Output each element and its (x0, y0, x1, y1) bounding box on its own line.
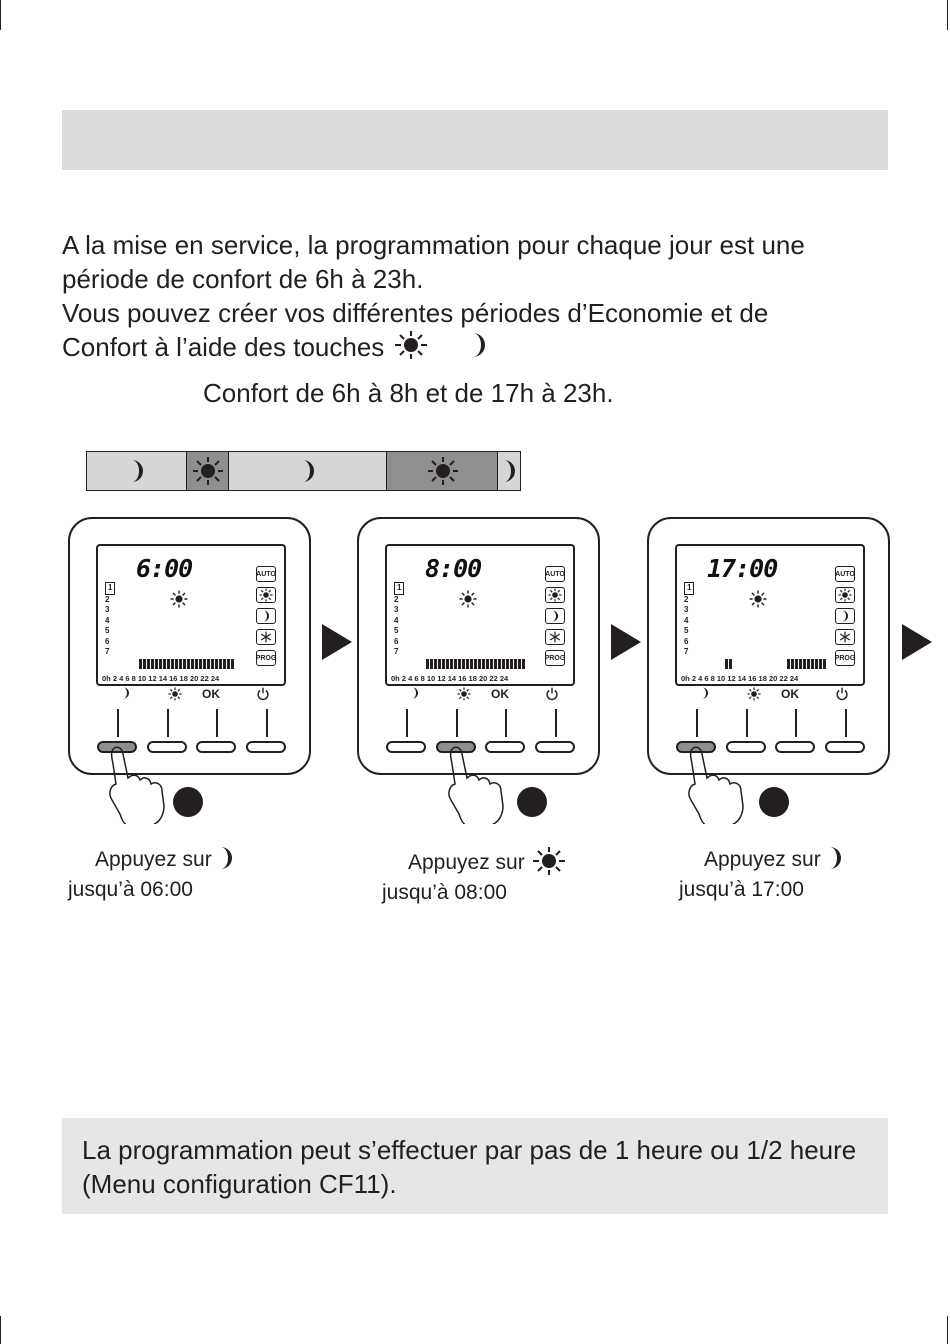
program-bar (458, 659, 461, 669)
sun-icon (426, 456, 460, 486)
schedule-timeline (86, 451, 522, 493)
program-bar (195, 659, 198, 669)
day-number: 2 (684, 594, 689, 604)
day-list (105, 582, 115, 658)
program-bar (729, 659, 732, 669)
program-bar (498, 659, 501, 669)
power-icon (835, 687, 849, 704)
day-list (394, 582, 404, 658)
step-caption (68, 845, 234, 905)
mode-icons (545, 566, 567, 671)
auto-mode-label: AUTO (545, 566, 565, 582)
program-bar (474, 659, 477, 669)
button-guide-line (795, 709, 797, 737)
day-number: 6 (105, 636, 110, 646)
intro-line: A la mise en service, la programmation pour chaque jour est une (62, 230, 805, 260)
timeline-segment-eco (228, 451, 388, 491)
section-header-bar (62, 110, 888, 170)
program-bar (203, 659, 206, 669)
power-button[interactable] (825, 741, 865, 753)
program-bar (211, 659, 214, 669)
ok-key-label: OK (202, 687, 220, 701)
program-bar (159, 659, 162, 669)
program-bar (139, 659, 142, 669)
sun-icon (459, 590, 477, 613)
step-caption (679, 845, 843, 905)
step-marker (759, 787, 789, 817)
program-bar (191, 659, 194, 669)
timeline-segment-eco (86, 451, 188, 491)
program-bar (175, 659, 178, 669)
program-bar (725, 659, 728, 669)
moon-icon (122, 687, 130, 702)
caption-line: Appuyez sur (704, 848, 821, 871)
power-button[interactable] (246, 741, 286, 753)
program-bar (446, 659, 449, 669)
program-bar (199, 659, 202, 669)
program-bar (811, 659, 814, 669)
power-button[interactable] (535, 741, 575, 753)
next-arrow-icon (611, 624, 641, 660)
intro-line: Vous pouvez créer vos différentes périodes d’Economie et de (62, 298, 769, 328)
program-bar (442, 659, 445, 669)
program-bar (434, 659, 437, 669)
button-guide-line (505, 709, 507, 737)
moon-icon (129, 459, 145, 483)
prog-mode-label: PROG (835, 650, 855, 666)
day-number: 2 (105, 594, 110, 604)
moon-icon (835, 608, 855, 624)
step-marker (517, 787, 547, 817)
program-bar (510, 659, 513, 669)
program-bar (223, 659, 226, 669)
day-number: 5 (394, 626, 399, 635)
program-bar (207, 659, 210, 669)
program-bar (807, 659, 810, 669)
program-bar (450, 659, 453, 669)
program-bar (518, 659, 521, 669)
snowflake-icon (256, 629, 276, 645)
auto-mode-label: AUTO (835, 566, 855, 582)
mode-icons (835, 566, 857, 671)
day-number: 5 (684, 626, 689, 635)
hour-scale: 0h 2 4 6 8 10 12 14 16 18 20 22 24 (391, 674, 509, 683)
moon-icon (256, 608, 276, 624)
program-bar (163, 659, 166, 669)
snowflake-icon (545, 629, 565, 645)
sun-icon (747, 687, 761, 704)
program-bar (803, 659, 806, 669)
program-bar (219, 659, 222, 669)
thermostat-device (647, 517, 890, 775)
prog-mode-label: PROG (256, 650, 276, 666)
program-bar (494, 659, 497, 669)
next-arrow-icon (902, 624, 932, 660)
day-number: 4 (394, 615, 399, 625)
program-bar (791, 659, 794, 669)
day-number: 2 (394, 594, 399, 604)
sun-icon (191, 456, 225, 486)
day-number: 3 (105, 605, 110, 614)
program-bar (470, 659, 473, 669)
program-bar (438, 659, 441, 669)
program-bar (815, 659, 818, 669)
caption-line: Appuyez sur (408, 851, 525, 874)
program-bar (215, 659, 218, 669)
program-bar (155, 659, 158, 669)
button-guide-line (266, 709, 268, 737)
moon-icon (218, 846, 234, 870)
day-number: 7 (684, 647, 689, 656)
crop-mark (0, 0, 1, 30)
note-text: La programmation peut s’effectuer par pas de 1 heure ou 1/2 heure (Menu configuration CF11). (82, 1135, 857, 1199)
program-bar (167, 659, 170, 669)
moon-icon (701, 687, 709, 702)
pressing-finger-icon (443, 744, 523, 829)
time-display: 17:00 (707, 554, 778, 583)
program-bar (522, 659, 525, 669)
ok-button[interactable] (775, 741, 815, 753)
day-number: 3 (684, 605, 689, 614)
program-bar (187, 659, 190, 669)
snowflake-icon (835, 629, 855, 645)
button-guide-line (845, 709, 847, 737)
thermostat-device (68, 517, 311, 775)
caption-line: Appuyez sur (95, 848, 212, 871)
sun-icon (457, 687, 471, 704)
button-guide-line (456, 709, 458, 737)
schedule-subtitle: Confort de 6h à 8h et de 17h à 23h. (203, 378, 614, 408)
timeline-segment-eco (497, 451, 521, 491)
program-bar (183, 659, 186, 669)
day-number: 1 (105, 582, 115, 595)
time-display: 6:00 (136, 554, 193, 583)
button-guide-line (117, 709, 119, 737)
program-bar (151, 659, 154, 669)
button-guide-line (216, 709, 218, 737)
program-bar (478, 659, 481, 669)
program-bar (430, 659, 433, 669)
program-bar (143, 659, 146, 669)
program-bar (799, 659, 802, 669)
info-note (62, 1118, 888, 1214)
program-bar (823, 659, 826, 669)
day-number: 7 (105, 647, 110, 656)
hour-scale: 0h 2 4 6 8 10 12 14 16 18 20 22 24 (681, 674, 799, 683)
key-labels (96, 687, 286, 703)
moon-icon (411, 687, 419, 702)
button-guide-line (167, 709, 169, 737)
ok-key-label: OK (781, 687, 799, 701)
power-icon (256, 687, 270, 704)
program-bar (231, 659, 234, 669)
sun-icon (749, 590, 767, 613)
program-bar (486, 659, 489, 669)
program-bar (466, 659, 469, 669)
sun-icon (168, 687, 182, 704)
moon-icon (545, 608, 565, 624)
crop-mark (947, 0, 948, 30)
auto-mode-label: AUTO (256, 566, 276, 582)
program-bar (506, 659, 509, 669)
thermostat-device (357, 517, 600, 775)
moon-icon (502, 459, 516, 483)
crop-mark (0, 1316, 1, 1344)
moon-icon (827, 846, 843, 870)
program-bar (819, 659, 822, 669)
intro-line: période de confort de 6h à 23h. (62, 264, 424, 294)
sun-icon (170, 590, 188, 613)
sun-icon (835, 587, 855, 603)
power-icon (545, 687, 559, 704)
day-number: 6 (394, 636, 399, 646)
lcd-screen (675, 544, 865, 686)
time-display: 8:00 (425, 554, 482, 583)
day-number: 4 (684, 615, 689, 625)
lcd-screen (385, 544, 575, 686)
day-number: 1 (684, 582, 694, 595)
day-number: 7 (394, 647, 399, 656)
program-bar (482, 659, 485, 669)
prog-mode-label: PROG (545, 650, 565, 666)
key-labels (385, 687, 575, 703)
moon-icon (469, 331, 489, 367)
program-bar (454, 659, 457, 669)
button-guide-line (555, 709, 557, 737)
caption-line: jusqu’à 17:00 (679, 878, 804, 901)
sun-icon (531, 846, 567, 876)
sun-icon (392, 330, 430, 368)
moon-icon (300, 459, 316, 483)
program-bar (426, 659, 429, 669)
caption-line: jusqu’à 06:00 (68, 878, 193, 901)
step-caption (382, 846, 567, 908)
intro-line: Confort à l’aide des touches (62, 330, 892, 368)
timeline-segment-confort (186, 451, 230, 491)
next-arrow-icon (322, 624, 352, 660)
sun-icon (545, 587, 565, 603)
button-guide-line (406, 709, 408, 737)
caption-line: jusqu’à 08:00 (382, 881, 507, 904)
button-guide-line (746, 709, 748, 737)
moon-button[interactable] (386, 741, 426, 753)
intro-text (62, 228, 892, 368)
program-bar (514, 659, 517, 669)
program-bar (795, 659, 798, 669)
day-number: 4 (105, 615, 110, 625)
pressing-finger-icon (683, 744, 763, 829)
day-number: 6 (684, 636, 689, 646)
pressing-finger-icon (104, 744, 184, 829)
button-guide-line (696, 709, 698, 737)
mode-icons (256, 566, 278, 671)
day-list (684, 582, 694, 658)
crop-mark (947, 1316, 948, 1344)
step-marker (173, 787, 203, 817)
ok-button[interactable] (196, 741, 236, 753)
program-bar (787, 659, 790, 669)
program-bar (179, 659, 182, 669)
program-bar (171, 659, 174, 669)
lcd-screen (96, 544, 286, 686)
timeline-segment-confort (386, 451, 499, 491)
program-bar (147, 659, 150, 669)
day-number: 5 (105, 626, 110, 635)
program-bar (227, 659, 230, 669)
day-number: 1 (394, 582, 404, 595)
program-bar (502, 659, 505, 669)
ok-key-label: OK (491, 687, 509, 701)
key-labels (675, 687, 865, 703)
sun-icon (256, 587, 276, 603)
program-bar (490, 659, 493, 669)
program-bar (462, 659, 465, 669)
hour-scale: 0h 2 4 6 8 10 12 14 16 18 20 22 24 (102, 674, 220, 683)
day-number: 3 (394, 605, 399, 614)
